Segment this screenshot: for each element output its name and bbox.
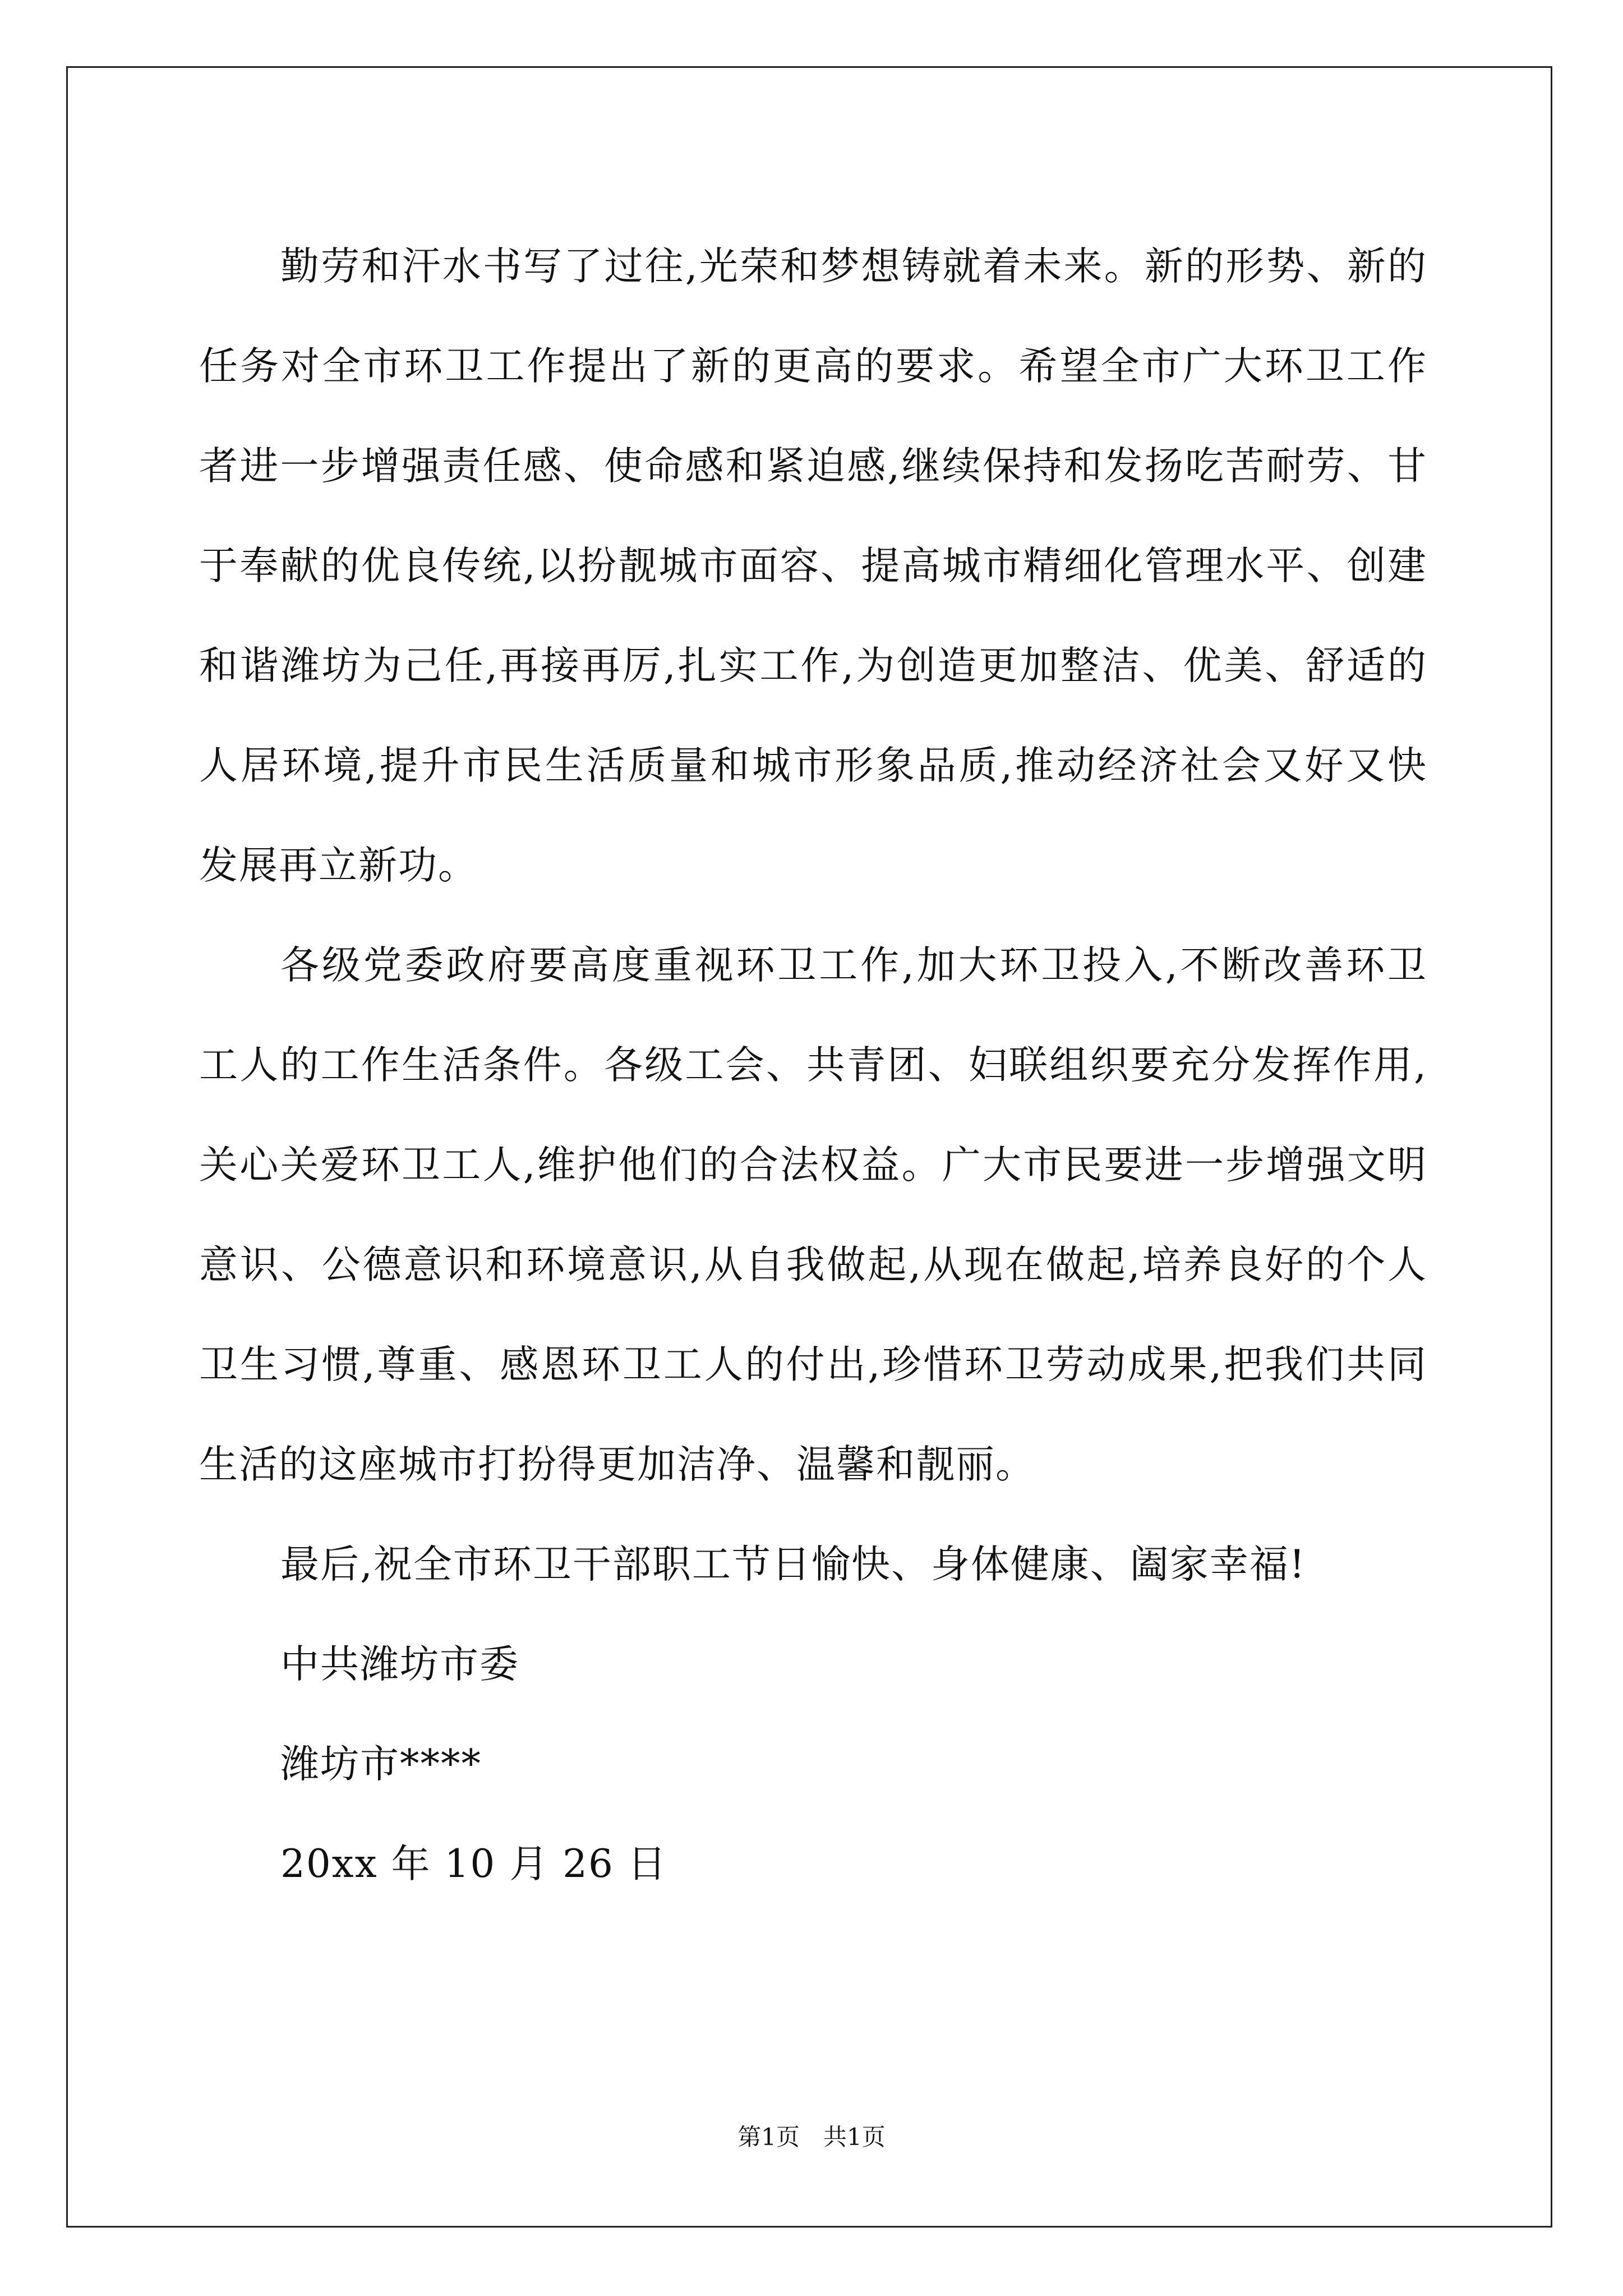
text-line: 人居环境,提升市民生活质量和城市形象品质,推动经济社会又好又快 xyxy=(199,743,1427,788)
signature-block xyxy=(199,1614,1427,1914)
text-line: 发展再立新功。 xyxy=(199,843,478,888)
paragraph-1 xyxy=(199,217,1427,915)
text-line: 者进一步增强责任感、使命感和紧迫感,继续保持和发扬吃苦耐劳、甘 xyxy=(199,444,1427,489)
text-line: 卫生习惯,尊重、感恩环卫工人的付出,珍惜环卫劳动成果,把我们共同 xyxy=(199,1342,1427,1387)
text-line: 各级党委政府要高度重视环卫工作,加大环卫投入,不断改善环卫 xyxy=(280,943,1427,988)
signature-date: 20xx 年 10 月 26 日 xyxy=(280,1842,667,1887)
text-line: 最后,祝全市环卫干部职工节日愉快、身体健康、阖家幸福! xyxy=(280,1542,1306,1587)
signature-org-1: 中共潍坊市委 xyxy=(280,1642,519,1687)
paragraph-2 xyxy=(199,915,1427,1515)
text-line: 于奉献的优良传统,以扮靓城市面容、提高城市精细化管理水平、创建 xyxy=(199,544,1427,588)
text-line: 关心关爱环卫工人,维护他们的合法权益。广大市民要进一步增强文明 xyxy=(199,1143,1427,1188)
text-line: 勤劳和汗水书写了过往,光荣和梦想铸就着未来。新的形势、新的 xyxy=(280,244,1427,289)
paragraph-3 xyxy=(199,1515,1427,1614)
text-line: 意识、公德意识和环境意识,从自我做起,从现在做起,培养良好的个人 xyxy=(199,1243,1427,1287)
document-body xyxy=(199,217,1427,1914)
text-line: 生活的这座城市打扮得更加洁净、温馨和靓丽。 xyxy=(199,1442,1035,1487)
text-line: 任务对全市环卫工作提出了新的更高的要求。希望全市广大环卫工作 xyxy=(199,344,1427,389)
text-line: 和谐潍坊为己任,再接再厉,扎实工作,为创造更加整洁、优美、舒适的 xyxy=(199,643,1427,688)
signature-org-2: 潍坊市**** xyxy=(280,1742,482,1787)
page-footer: 第1页 共1页 xyxy=(737,2123,886,2151)
text-line: 工人的工作生活条件。各级工会、共青团、妇联组织要充分发挥作用, xyxy=(199,1043,1427,1088)
